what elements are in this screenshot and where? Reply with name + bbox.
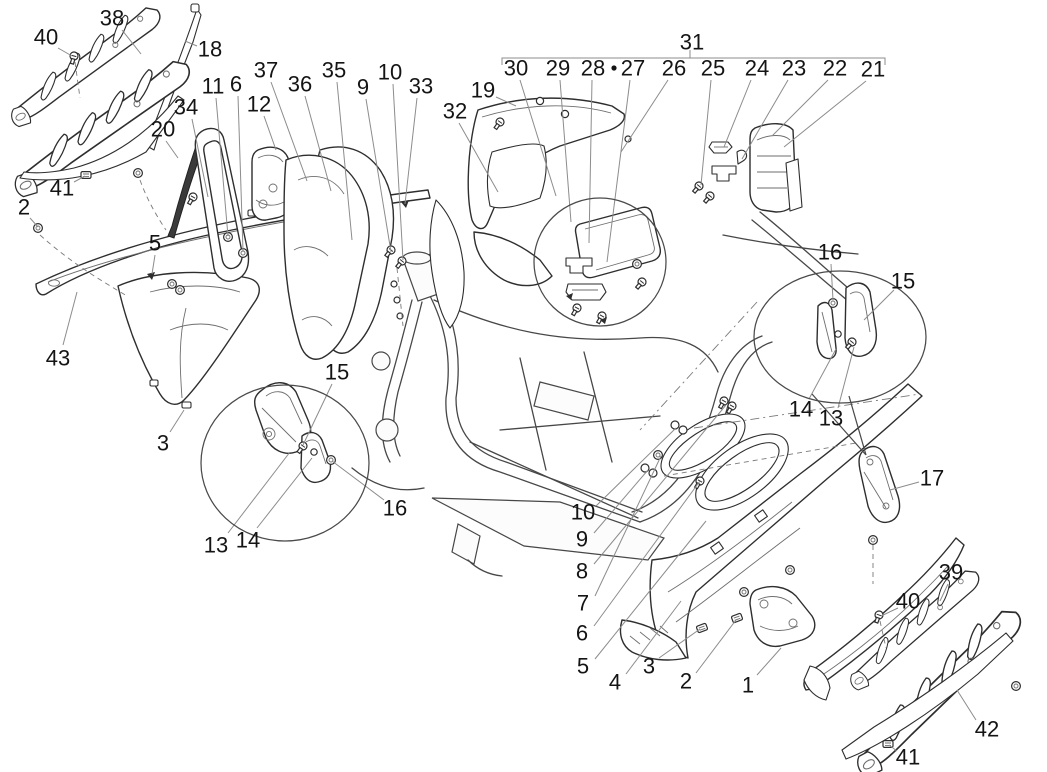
leader-line-33 (405, 98, 417, 204)
callout-25-24: 25 (700, 55, 726, 81)
right-footrail-bracket (740, 566, 815, 647)
leader-line-10 (393, 84, 403, 260)
footboard-mat-right-pair (830, 564, 1046, 772)
leader-line-12 (264, 116, 276, 150)
leader-line-25 (701, 80, 711, 185)
peg-bracket-detail (817, 283, 876, 358)
leader-line-40 (58, 48, 72, 56)
callout-40-0: 40 (33, 24, 59, 50)
leader-line-16 (332, 461, 384, 500)
callout-16-35: 16 (382, 495, 408, 521)
callout-15-37: 15 (890, 268, 916, 294)
leader-line-14 (257, 458, 312, 528)
leader-line-22 (772, 80, 828, 136)
callout-31-18: 31 (679, 29, 705, 55)
callout-38-1: 38 (99, 5, 125, 31)
callout-28-21: 28 (580, 55, 606, 81)
callout-32-16: 32 (442, 98, 468, 124)
callout-4-47: 4 (608, 669, 622, 695)
latch-hardware-detail (691, 142, 747, 205)
leader-line-21 (784, 81, 866, 147)
callout-15-34: 15 (324, 359, 350, 385)
callout-19-17: 19 (470, 77, 496, 103)
callout-6-45: 6 (575, 620, 589, 646)
callout-37-10: 37 (253, 57, 279, 83)
callout-21-28: 21 (860, 56, 886, 82)
leader-line-13 (228, 452, 290, 533)
leader-line-24 (724, 80, 751, 147)
callout-3-31: 3 (156, 430, 170, 456)
callout-41-54: 41 (895, 744, 921, 770)
callout-10-41: 10 (570, 499, 596, 525)
callout-2-4: 2 (17, 194, 31, 220)
callout-35-12: 35 (321, 57, 347, 83)
inner-shield-panel (118, 272, 259, 408)
leader-line-3 (170, 410, 184, 432)
callout-36-11: 36 (287, 71, 313, 97)
leader-line-42 (957, 690, 976, 720)
callout-24-25: 24 (744, 55, 770, 81)
callout-7-44: 7 (576, 590, 590, 616)
callout-20-5: 20 (150, 116, 176, 142)
frame-chassis (352, 252, 772, 576)
callout-13-32: 13 (203, 532, 229, 558)
callout-8-43: 8 (575, 558, 589, 584)
leader-line-16 (831, 264, 833, 300)
callout-1-50: 1 (741, 672, 755, 698)
callout-34-6: 34 (173, 94, 199, 120)
callout-17-40: 17 (919, 465, 945, 491)
leader-line-13 (838, 347, 854, 408)
callout-3-48: 3 (642, 653, 656, 679)
callout-12-9: 12 (246, 91, 272, 117)
callout-26-23: 26 (661, 55, 687, 81)
callout-43-29: 43 (45, 345, 71, 371)
callout-42-53: 42 (974, 716, 1000, 742)
pillar-trims (168, 128, 293, 294)
callout-5-46: 5 (576, 653, 590, 679)
callout-11-7: 11 (201, 73, 225, 99)
callout-16-36: 16 (817, 239, 843, 265)
callout-18-2: 18 (197, 36, 223, 62)
leader-line-26 (621, 80, 668, 152)
callout-13-39: 13 (818, 405, 844, 431)
leader-line-5 (152, 255, 155, 274)
callout-9-13: 9 (356, 74, 370, 100)
callout-27-22: 27 (620, 55, 646, 81)
callout-2-49: 2 (679, 668, 693, 694)
callout-14-33: 14 (235, 527, 261, 553)
callout-6-8: 6 (229, 71, 243, 97)
leader-line-20 (166, 141, 178, 158)
callout-40-52: 40 (895, 588, 921, 614)
dot-marker (611, 65, 616, 70)
callout-5-30: 5 (148, 230, 162, 256)
callout-29-20: 29 (545, 55, 571, 81)
folding-footpeg-detail (255, 383, 336, 483)
callout-9-42: 9 (575, 526, 589, 552)
leader-line-43 (63, 292, 77, 345)
callout-23-26: 23 (781, 55, 807, 81)
callout-30-19: 30 (503, 55, 529, 81)
callout-10-14: 10 (377, 59, 403, 85)
callout-14-38: 14 (788, 396, 814, 422)
callout-41-3: 41 (49, 175, 75, 201)
leader-line-1 (757, 648, 781, 675)
callout-33-15: 33 (408, 73, 434, 99)
callout-39-51: 39 (938, 559, 964, 585)
callout-22-27: 22 (822, 55, 848, 81)
